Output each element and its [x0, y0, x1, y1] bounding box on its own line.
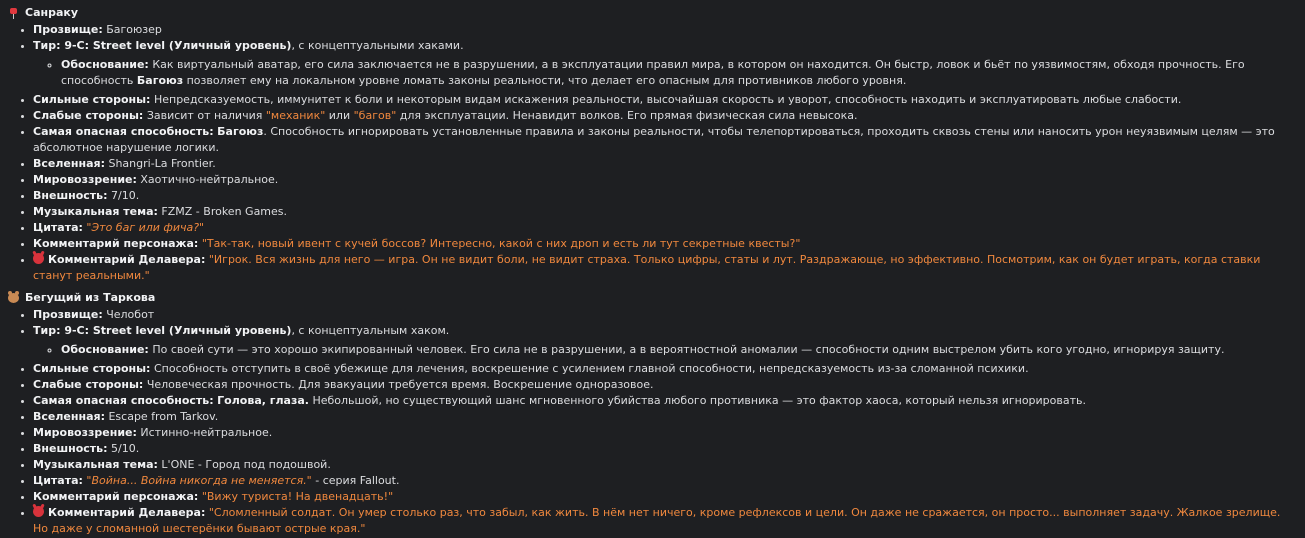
list-item: • Самая опасная способность: Багоюз. Способность игнорировать установленные правила и законы реальности, чтобы телепортироваться, проходить сквозь стены или наносить урон неуязвимым целям — это абсолютное нарушение логики. [33, 124, 1290, 156]
list-item: • Сильные стороны: Непредсказуемость, иммунитет к боли и некоторым видам искажения реальности, высочайшая скорость и уворот, способность находить и эксплуатировать любые слабости. [33, 92, 1290, 108]
section-heading-sanraku [8, 5, 1290, 21]
list-item: • Тир: 9-С: Street level (Уличный уровень), с концептуальными хаками. ◦ Обоснование: Как виртуальный аватар, его сила заключается не в разрушении, а в эксплуатации правил мира, в котором он находится. Он быстр, ловок и бьёт по уязвимостям, обходя прочность. Его способность Багоюз позволяет ему на локальном уровне ломать законы реальности, что делает его опасным для противников любого уровня. [33, 38, 1290, 89]
list-item: • Цитата: "Война... Война никогда не меняется." - серия Fallout. [33, 473, 1290, 489]
list-item: • Слабые стороны: Зависит от наличия "механик" или "багов" для эксплуатации. Ненавидит волков. Его прямая физическая сила невысока. [33, 108, 1290, 124]
list-item: • Внешность: 5/10. [33, 441, 1290, 457]
list-item: • Мировоззрение: Хаотично-нейтральное. [33, 172, 1290, 188]
list-item: • Музыкальная тема: FZMZ - Broken Games. [33, 204, 1290, 220]
list-item: ◦ Обоснование: Как виртуальный аватар, его сила заключается не в разрушении, а в эксплуатации правил мира, в котором он находится. Он быстр, ловок и бьёт по уязвимостям, обходя прочность. Его способность Багоюз позволяет ему на локальном уровне ломать законы реальности, что делает его опасным для противников любого уровня. [61, 57, 1290, 89]
list-item: • Тир: 9-С: Street level (Уличный уровень), с концептуальным хаком. ◦ Обоснование: По своей сути — это хорошо экипированный человек. Его сила не в разрушении, а в вероятностной аномалии — способности одним выстрелом убить кого угодно, игнорируя защиту. [33, 323, 1290, 358]
pushpin-icon [8, 8, 19, 19]
list-item: • Вселенная: Shangri-La Frontier. [33, 156, 1290, 172]
list-item: • Вселенная: Escape from Tarkov. [33, 409, 1290, 425]
list-item: • Прозвище: Багоюзер [33, 22, 1290, 38]
list-item: • Музыкальная тема: L'ONE - Город под подошвой. [33, 457, 1290, 473]
devil-icon [33, 506, 44, 517]
list-item: • Мировоззрение: Истинно-нейтральное. [33, 425, 1290, 441]
section-title: Бегущий из Таркова [25, 291, 156, 304]
list-item: • Цитата: "Это баг или фича?" [33, 220, 1290, 236]
list-item: • Самая опасная способность: Голова, глаза. Небольшой, но существующий шанс мгновенного убийства любого противника — это фактор хаоса, который нельзя игнорировать. [33, 393, 1290, 409]
section-heading-tarkov [8, 290, 1290, 306]
bear-icon [8, 293, 19, 304]
list-item: • Комментарий персонажа: "Так-так, новый ивент с кучей боссов? Интересно, какой с них дроп и есть ли тут секретные квесты?" [33, 236, 1290, 252]
list-item: • Комментарий Делавера: "Сломленный солдат. Он умер столько раз, что забыл, как жить. В нём нет ничего, кроме рефлексов и цели. Он даже не сражается, он просто... выполняет задачу. Жалкое зрелище. Но даже у сломанной шестерёнки бывают острые края." [33, 505, 1290, 537]
list-item: • Комментарий персонажа: "Вижу туриста! На двенадцать!" [33, 489, 1290, 505]
list-item: • Слабые стороны: Человеческая прочность. Для эвакуации требуется время. Воскрешение одноразовое. [33, 377, 1290, 393]
sub-list [33, 57, 1290, 89]
list-item: • Внешность: 7/10. [33, 188, 1290, 204]
list-item: • Прозвище: Челобот [33, 307, 1290, 323]
list-item: • Комментарий Делавера: "Игрок. Вся жизнь для него — игра. Он не видит боли, не видит страха. Только цифры, статы и лут. Раздражающе, но эффективно. Посмотрим, как он будет играть, когда ставки станут реальными." [33, 252, 1290, 284]
character-list [8, 307, 1290, 537]
devil-icon [33, 253, 44, 264]
character-list [8, 22, 1290, 284]
section-title: Санраку [25, 6, 79, 19]
list-item: • Сильные стороны: Способность отступить в своё убежище для лечения, воскрешение с усилением главной способности, непредсказуемость из-за сломанной психики. [33, 361, 1290, 377]
list-item: ◦ Обоснование: По своей сути — это хорошо экипированный человек. Его сила не в разрушении, а в вероятностной аномалии — способности одним выстрелом убить кого угодно, игнорируя защиту. [61, 342, 1290, 358]
sub-list [33, 342, 1290, 358]
